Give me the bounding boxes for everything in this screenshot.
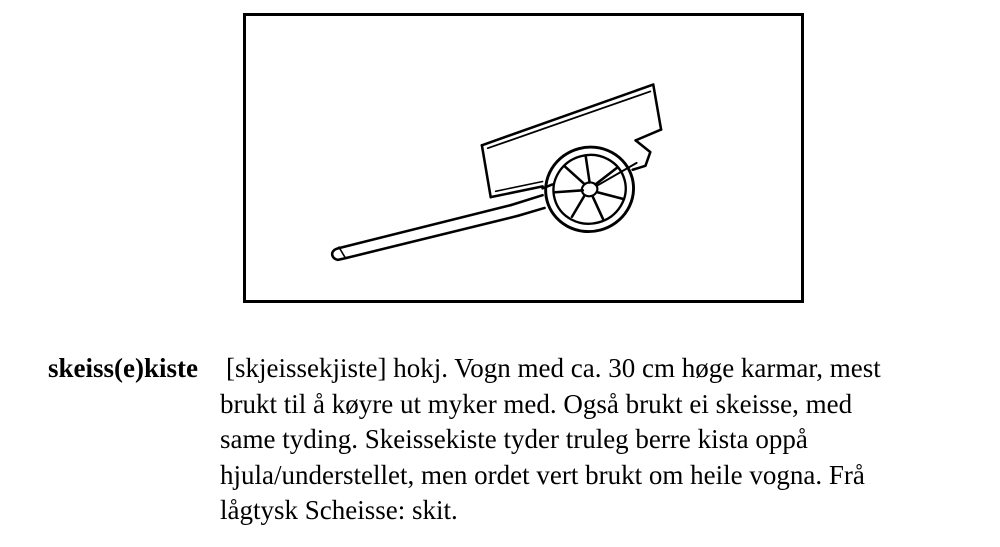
definition-line: [skjeissekjiste] hokj. Vogn med ca. 30 cm høge karmar, mest (226, 353, 881, 383)
illustration-frame (243, 13, 804, 303)
entry-definition (220, 351, 980, 529)
cart-shaft (332, 195, 544, 260)
cart-wheel (536, 137, 643, 241)
definition-line: brukt til å køyre ut myker med. Også brukt ei skeisse, med (220, 388, 853, 419)
definition-line: hjula/understellet, men ordet vert brukt om heile vogna. Frå (220, 459, 865, 490)
definition-line: lågtysk Scheisse: skit. (220, 495, 458, 525)
cart-illustration (246, 16, 801, 300)
definition-line: same tyding. Skeissekiste tyder truleg berre kista oppå (220, 424, 808, 454)
entry-headword: skeiss(e)kiste (48, 353, 198, 383)
